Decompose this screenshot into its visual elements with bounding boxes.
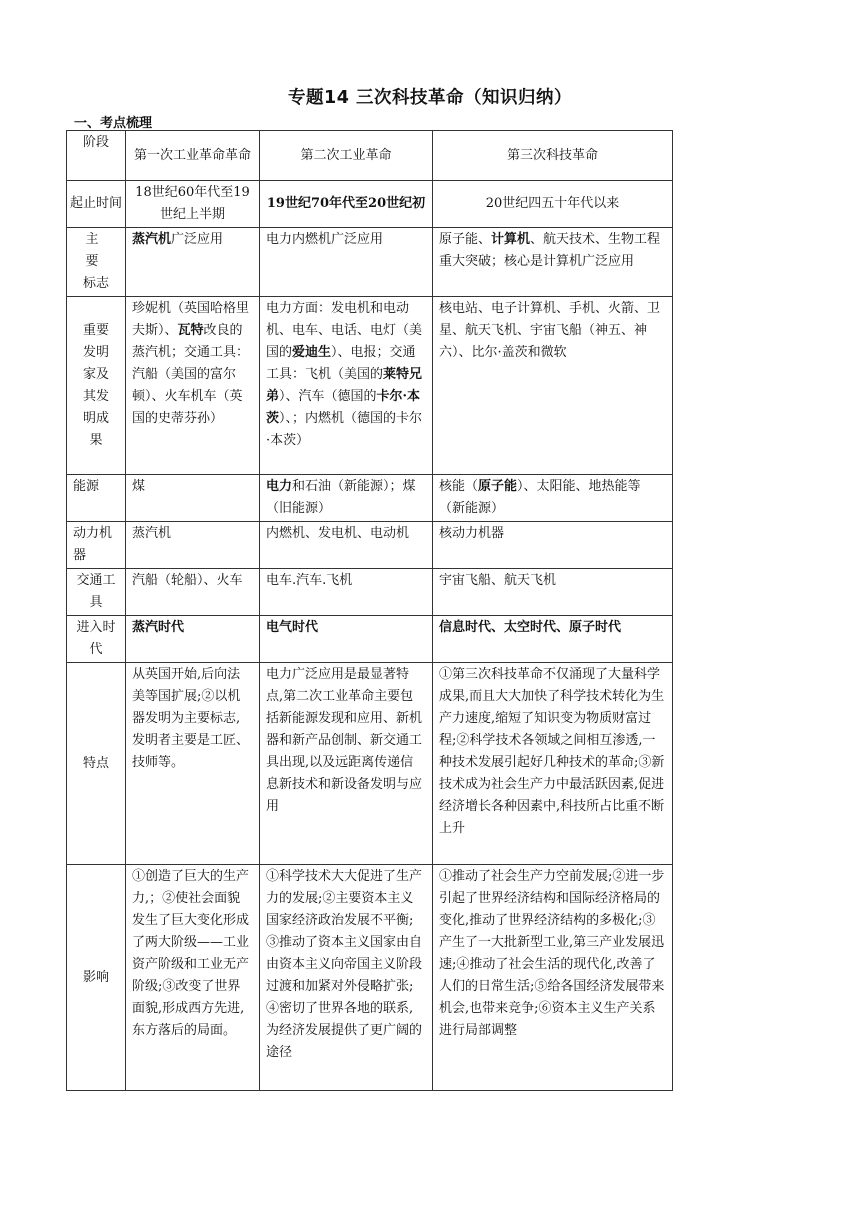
cell-energy-2 xyxy=(260,475,433,522)
cell-inventions-2-bold2: 莱特兄弟 xyxy=(266,367,423,404)
cell-time-1: 18世纪60年代至19世纪上半期 xyxy=(126,181,260,228)
table-row xyxy=(67,297,673,475)
cell-impact-3: ①推动了社会生产力空前发展;②进一步引起了世界经济结构和国际经济格局的变化,推动了世界经济结构的多极化;③产生了一大批新型工业,第三产业发展迅速;④推动了社会生活的现代化,改善了人们的日常生活;⑤给各国经济发展带来机会,也带来竞争;⑥资本主义生产关系进行局部调整 xyxy=(433,865,673,1091)
table-row xyxy=(67,522,673,569)
cell-sign-1-bold: 蒸汽机 xyxy=(132,232,172,247)
cell-sign-1-rest: 广泛应用 xyxy=(171,232,224,247)
table-row xyxy=(67,663,673,865)
cell-era-3: 信息时代、太空时代、原子时代 xyxy=(433,616,673,663)
cell-features-3: ①第三次科技革命不仅涌现了大量科学成果,而且大大加快了科学技术转化为生产力速度,缩短了知识变为物质财富过程;②科学技术各领域之间相互渗透,一种技术发展引起好几种技术的革命;③新技术成为社会生产力中最活跃因素,促进经济增长各种因素中,科技所占比重不断上升 xyxy=(433,663,673,865)
row-label-energy: 能源 xyxy=(67,475,126,522)
cell-energy-3-b: ）、太阳能、地热能等（新能源） xyxy=(439,479,641,516)
cell-impact-1: ①创造了巨大的生产力,；②使社会面貌发生了巨大变化形成了两大阶级——工业资产阶级和工业无产阶级;③改变了世界面貌,形成西方先进,东方落后的局面。 xyxy=(126,865,260,1091)
cell-transport-2: 电车.汽车.飞机 xyxy=(260,569,433,616)
table-row xyxy=(67,228,673,297)
cell-inventions-1-b: 改良的蒸汽机；交通工具：汽船（美国的富尔顿）、火车机车（英国的史蒂芬孙） xyxy=(132,323,250,426)
cell-features-2: 电力广泛应用是最显著特点,第二次工业革命主要包括新能源发现和应用、新机器和新产品创制、新交通工具出现,以及远距离传递信息新技术和新设备发明与应用 xyxy=(260,663,433,865)
cell-sign-3-a: 原子能、 xyxy=(439,232,492,247)
section-heading: 一、考点梳理 xyxy=(74,116,153,131)
cell-inventions-1 xyxy=(126,297,260,475)
cell-energy-3 xyxy=(433,475,673,522)
cell-power-3: 核动力机器 xyxy=(433,522,673,569)
cell-energy-2-bold: 电力 xyxy=(266,479,293,494)
cell-inventions-1-a: 珍妮机（英国哈格里夫斯）、 xyxy=(132,301,250,338)
row-label-transport: 交通工具 xyxy=(67,569,126,616)
cell-inventions-2-bold1: 爱迪生 xyxy=(292,345,332,360)
header-first-revolution: 第一次工业革命革命 xyxy=(126,131,260,181)
cell-time-2: 19世纪70年代至20世纪初 xyxy=(260,181,433,228)
cell-inventions-1-bold: 瓦特 xyxy=(177,323,204,338)
cell-features-1: 从英国开始,后向法美等国扩展;②以机器发明为主要标志,发明者主要是工匠、技师等。 xyxy=(126,663,260,865)
document-title: 专题14 三次科技革命（知识归纳） xyxy=(288,88,572,108)
table-row xyxy=(67,569,673,616)
cell-inventions-2-a: 电力方面：发电机和电动机、电车、电话、电灯（美国的 xyxy=(266,301,423,360)
table-row xyxy=(67,616,673,663)
cell-energy-1: 煤 xyxy=(126,475,260,522)
cell-impact-2: ①科学技术大大促进了生产力的发展;②主要资本主义国家经济政治发展不平衡;③推动了资本主义国家由自由资本主义向帝国主义阶段过渡和加紧对外侵略扩张;④密切了世界各地的联系,为经济发展提供了更广阔的途径 xyxy=(260,865,433,1091)
cell-time-3: 20世纪四五十年代以来 xyxy=(433,181,673,228)
cell-power-2: 内燃机、发电机、电动机 xyxy=(260,522,433,569)
row-label-features: 特点 xyxy=(67,663,126,865)
row-label-power: 动力机器 xyxy=(67,522,126,569)
cell-era-1: 蒸汽时代 xyxy=(126,616,260,663)
cell-inventions-2-d: ）、；内燃机（德国的卡尔·本茨） xyxy=(266,411,423,448)
cell-era-2: 电气时代 xyxy=(260,616,433,663)
table-header-row xyxy=(67,131,673,181)
table-row xyxy=(67,475,673,522)
cell-sign-3-b: 、航天技术、生物工程重大突破；核心是计算机广泛应用 xyxy=(439,232,661,269)
row-label-inventions: 重要发明家及其发明成果 xyxy=(67,297,126,475)
cell-sign-3-bold: 计算机 xyxy=(491,232,531,247)
row-label-sign-a: 主 要 xyxy=(85,232,107,269)
cell-inventions-2-c: ）、汽车（德国的 xyxy=(279,389,377,404)
cell-energy-3-bold: 原子能 xyxy=(478,479,518,494)
header-stage: 阶段 xyxy=(67,131,126,181)
cell-sign-2: 电力内燃机广泛应用 xyxy=(260,228,433,297)
cell-transport-1: 汽船（轮船）、火车 xyxy=(126,569,260,616)
table-row xyxy=(67,181,673,228)
cell-sign-3 xyxy=(433,228,673,297)
cell-inventions-2-bold3: 卡尔·本茨 xyxy=(266,389,421,426)
header-second-revolution: 第二次工业革命 xyxy=(260,131,433,181)
table-row xyxy=(67,865,673,1091)
header-third-revolution: 第三次科技革命 xyxy=(433,131,673,181)
row-label-sign xyxy=(67,228,126,297)
cell-inventions-3: 核电站、电子计算机、手机、火箭、卫星、航天飞机、宇宙飞船（神五、神六）、比尔·盖茨和微软 xyxy=(433,297,673,475)
row-label-time: 起止时间 xyxy=(67,181,126,228)
cell-transport-3: 宇宙飞船、航天飞机 xyxy=(433,569,673,616)
cell-sign-1 xyxy=(126,228,260,297)
cell-power-1: 蒸汽机 xyxy=(126,522,260,569)
cell-inventions-2 xyxy=(260,297,433,475)
row-label-impact: 影响 xyxy=(67,865,126,1091)
comparison-table xyxy=(66,130,673,1091)
row-label-sign-b: 标志 xyxy=(82,276,109,291)
cell-inventions-2-b: ）、电报；交通工具：飞机（美国的 xyxy=(266,345,416,382)
cell-energy-2-rest: 和石油（新能源）；煤（旧能源） xyxy=(266,479,416,516)
cell-energy-3-a: 核能（ xyxy=(439,479,479,494)
row-label-era: 进入时代 xyxy=(67,616,126,663)
